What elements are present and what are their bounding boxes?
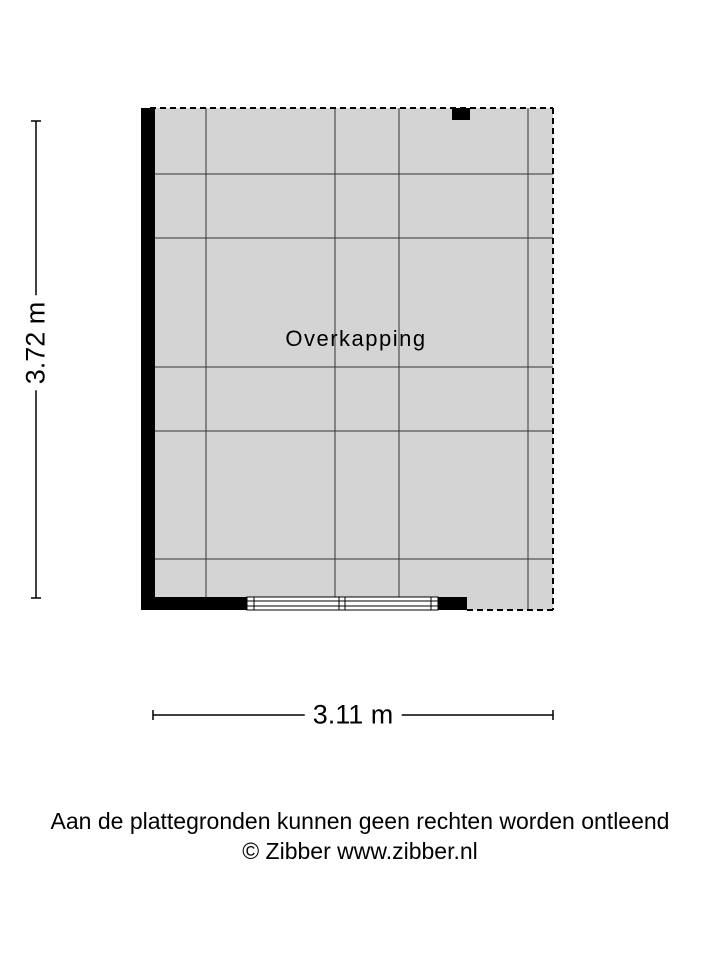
bottom-wall-right: [438, 597, 467, 610]
bottom-wall-left: [141, 597, 247, 610]
room-label: Overkapping: [285, 326, 427, 351]
column-block: [452, 108, 470, 120]
width-dimension-label: 3.11 m: [305, 700, 402, 731]
copyright-text: © Zibber www.zibber.nl: [242, 838, 478, 864]
floor-area: [148, 108, 553, 610]
height-dimension-label: 3.72 m: [21, 296, 52, 391]
left-wall: [141, 108, 155, 610]
disclaimer-text: Aan de plattegronden kunnen geen rechten worden ontleend: [50, 808, 670, 834]
sliding-door: [247, 597, 438, 610]
